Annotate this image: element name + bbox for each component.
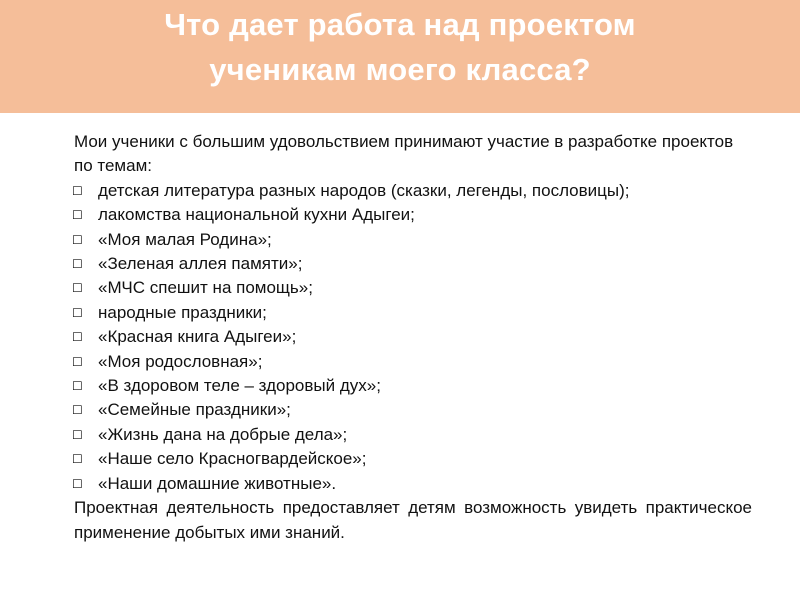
checkbox-square-icon: ☐ xyxy=(72,281,83,296)
list-item xyxy=(74,325,752,349)
slide-title xyxy=(0,2,800,92)
conclusion-text: Проектная деятельность предоставляет детям возможность увидеть практическое применение добытых ими знаний. xyxy=(74,498,752,542)
list-item-text: «Наши домашние животные». xyxy=(98,473,337,493)
slide-body xyxy=(74,130,752,545)
intro-text: Мои ученики с большим удовольствием принимают участие в разработке проектов по темам: xyxy=(74,132,734,176)
list-item-text: народные праздники; xyxy=(98,302,267,322)
checkbox-square-icon: ☐ xyxy=(72,403,83,418)
list-item-text: «Моя малая Родина»; xyxy=(98,229,272,249)
list-item-text: детская литература разных народов (сказки, легенды, пословицы); xyxy=(98,180,630,200)
list-item-text: «Красная книга Адыгеи»; xyxy=(98,327,297,347)
title-line-2: ученикам моего класса? xyxy=(209,52,591,87)
list-item xyxy=(74,423,752,447)
checkbox-square-icon: ☐ xyxy=(72,354,83,369)
list-item xyxy=(74,228,752,252)
list-item xyxy=(74,472,752,496)
list-item xyxy=(74,179,752,203)
list-item xyxy=(74,398,752,422)
list-item xyxy=(74,276,752,300)
checkbox-square-icon: ☐ xyxy=(72,427,83,442)
checkbox-square-icon: ☐ xyxy=(72,330,83,345)
checkbox-square-icon: ☐ xyxy=(72,379,83,394)
checkbox-square-icon: ☐ xyxy=(72,183,83,198)
list-item-text: «Наше село Красногвардейское»; xyxy=(98,449,367,469)
list-item xyxy=(74,252,752,276)
checkbox-square-icon: ☐ xyxy=(72,257,83,272)
checkbox-square-icon: ☐ xyxy=(72,305,83,320)
list-item xyxy=(74,374,752,398)
checkbox-square-icon: ☐ xyxy=(72,208,83,223)
list-item-text: «Семейные праздники»; xyxy=(98,400,291,420)
topic-list xyxy=(74,179,752,496)
list-item xyxy=(74,447,752,471)
checkbox-square-icon: ☐ xyxy=(72,232,83,247)
checkbox-square-icon: ☐ xyxy=(72,476,83,491)
list-item-text: лакомства национальной кухни Адыгеи; xyxy=(98,205,415,225)
title-banner xyxy=(0,0,800,113)
list-item xyxy=(74,203,752,227)
list-item-text: «Жизнь дана на добрые дела»; xyxy=(98,424,348,444)
list-item xyxy=(74,350,752,374)
list-item-text: «МЧС спешит на помощь»; xyxy=(98,278,313,298)
list-item-text: «Зеленая аллея памяти»; xyxy=(98,254,303,274)
title-line-1: Что дает работа над проектом xyxy=(164,7,636,42)
list-item-text: «В здоровом теле – здоровый дух»; xyxy=(98,376,381,396)
list-item xyxy=(74,301,752,325)
list-item-text: «Моя родословная»; xyxy=(98,351,263,371)
checkbox-square-icon: ☐ xyxy=(72,452,83,467)
